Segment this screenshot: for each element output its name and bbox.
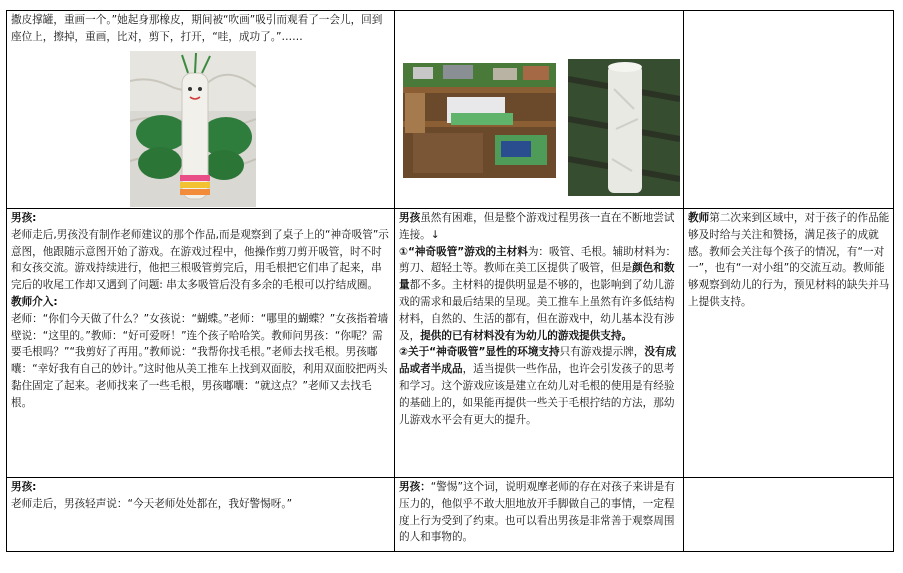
child-craft-image [130,51,256,207]
teacher-label: 教师 [688,212,710,224]
paper-tube-image [568,59,680,196]
analysis-lead-text: 虽然有困难，但是整个游戏过程男孩一直在不断地尝试连接。↓ [399,212,675,241]
analysis-subject: 男孩 [399,212,421,224]
point2-text-a: 只有游戏提示牌， [559,346,645,359]
teacher-intervention-text: 老师：“你们今天做了什么？”女孩说：“蝴蝶。”老师：“哪里的蝴蝶？”女孩指着墙壁说：“这里的。”教师：“好可爱呀！”连个孩子哈哈笑。教师问男孩：“你呢？需要毛根吗？”“我剪好了再用。”教师说：“我帮你找毛根。”老师去找毛根。男孩嘟囔：“幸好我有自己的妙计。”这时他从美工推车上找到双面胶，利用双面胶把两头黏住固定了起来。老师找来了一些毛根，男孩嘟囔：“就这点？”老师又去找毛根。 [11,312,389,409]
analysis-point-2 [399,344,679,428]
row3-col2-cell [395,478,683,552]
point2-emphasis: 没有成品或者半成品 [399,346,677,376]
row2-col3-cell [684,209,894,477]
teacher-intervention-heading: 教师介入: [11,295,58,308]
row3-col1-cell [7,478,394,552]
boy-quote: 老师走后，男孩轻声说：“今天老师处处都在，我好警惕呀。” [11,497,293,510]
teacher-reflection-text: 第二次来到区域中，对于孩子的作品能够及时给与关注和赞扬，满足孩子的成就感。教师会关注每个孩子的情况，有“一对一”，也有“一对小组”的交流互动。教师能够观察到幼儿的行为，预见材料的缺失并马上提供支持。 [688,212,890,308]
boy-heading-2: 男孩: [11,481,37,493]
row1-narrative: 撒皮撑罐，重画一个。”她起身那橡皮，期间被“吹画”吸引而观看了一会儿，回到座位上，擦掉，重画，比对，剪下，打开，“哇，成功了。”…… [11,14,383,43]
play-area-photo [403,63,556,178]
row2-col2-cell [395,209,683,477]
analysis-lead [399,210,679,244]
point1-text-a: 为：吸管、毛根。辅助材料为：剪刀、超轻土等。教师在美工区提供了吸管，但是 [399,245,677,275]
boy-analysis [399,479,679,546]
point2-title: ②关于“神奇吸管”显性的环境支持 [399,346,560,359]
observation-table [6,10,894,552]
teacher-reflection [688,210,890,311]
point1-emphasis: 颜色和数量 [399,262,675,292]
point1-title: ①“神奇吸管”游戏的主材料 [399,245,528,258]
play-area-image [403,63,556,178]
row2-col1-cell [7,209,394,477]
row1-col3-cell [684,11,894,208]
analysis-point-1 [399,244,679,345]
child-craft-photo [130,51,256,207]
boy-observation: 老师走后,男孩没有制作老师建议的那个作品,而是观察到了桌子上的“神奇吸管”示意图，他跟随示意图开始了游戏。在游戏过程中，他操作剪刀剪开吸管，时不时和女孩交流。游戏持续进行，他把三根吸管剪完后，用毛根把它们串了起来，串完后的收尾工作却又遇到了问题: 串太多吸管后没有多余的毛根可以拧结成圈。 [11,228,389,292]
point2-text-b: ，适当提供一些作品，也许会引发孩子的思考和学习。这个游戏应该是建立在幼儿对毛根的使用是有经验的基础上的，如果能再提供一些关于毛根拧结的方法，那幼儿游戏水平会有更大的提升。 [399,363,675,426]
boy-heading: 男孩: [11,212,37,224]
boy-analysis-label: 男孩： [399,481,431,493]
boy-analysis-text: “警惕”这个词，说明观摩老师的存在对孩子来讲是有压力的，他似乎不敢大胆地放开手脚做自己的事情，一定程度上行为受到了约束。也可以看出男孩是非常善于观察周围的人和事物的。 [399,481,675,544]
row3-col3-cell [684,478,894,552]
point1-text-b: 都不多。主材料的提供明显是不够的，也影响到了幼儿游戏的需求和最后结果的呈现。美工推车上虽然有许多低结构材料，自然的、生活的都有，但在游戏中，幼儿基本没有涉及， [399,279,675,342]
point1-conclusion: 提供的已有材料没有为幼儿的游戏提供支持。 [420,329,633,342]
paper-tube-photo [568,59,680,196]
